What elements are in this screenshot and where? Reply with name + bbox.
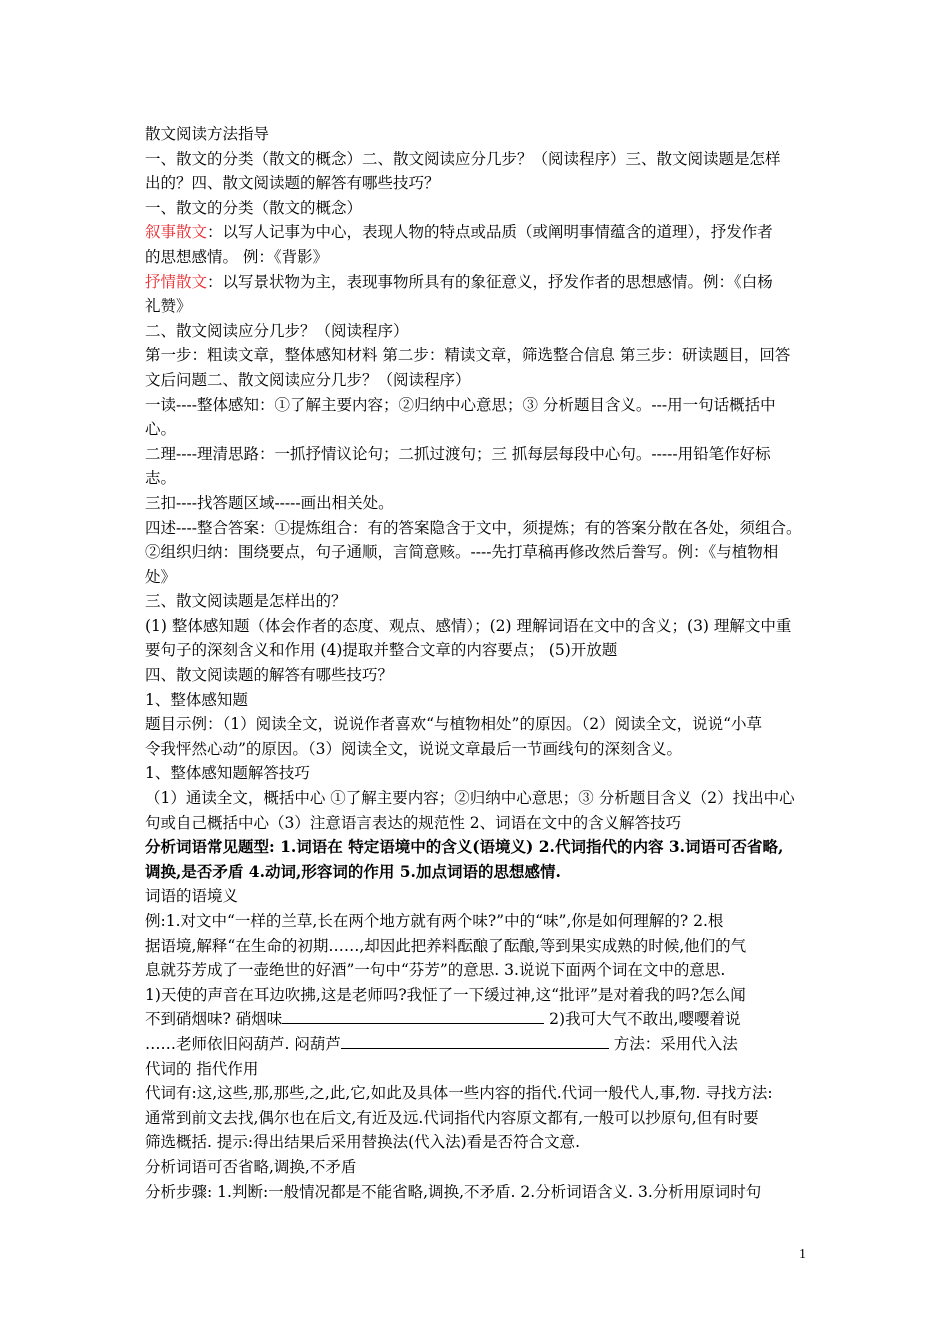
paragraph-line: 处》	[145, 567, 177, 586]
paragraph-line: 二理----理清思路：一抓抒情议论句；二抓过渡句；三 抓每层每段中心句。-----用铅笔作好标	[145, 444, 771, 463]
intro-line: 出的？四、散文阅读题的解答有哪些技巧？	[145, 174, 440, 193]
paragraph-line: 据语境,解释“在生命的初期……,却因此把养料酝酿了酝酿,等到果实成熟的时候,他们的气	[145, 936, 747, 955]
intro-line: 一、散文的分类（散文的概念）二、散文阅读应分几步？（阅读程序）三、散文阅读题是怎样	[145, 149, 781, 168]
subsection-heading: 1、整体感知题	[145, 690, 248, 709]
paragraph-line: 代词有:这,这些,那,那些,之,此,它,如此及具体一些内容的指代.代词一般代人,事,物. 寻找方法:	[145, 1084, 773, 1103]
subsection-heading: 代词的 指代作用	[145, 1059, 259, 1078]
paragraph-line: ②组织归纳：围绕要点，句子通顺，言简意赅。----先打草稿再修改然后誊写。例：《与植物相	[145, 543, 779, 562]
paragraph-line: 心。	[145, 420, 177, 439]
paragraph-line: 的思想感情。 例：《背影》	[145, 247, 329, 266]
paragraph-line: 一读----整体感知：①了解主要内容；②归纳中心意思；③ 分析题目含义。---用一句话概括中	[145, 395, 776, 414]
section-2-heading: 二、散文阅读应分几步？（阅读程序）	[145, 321, 409, 340]
narrative-prose-text: ：以写人记事为中心，表现人物的特点或品质（或阐明事情蕴含的道理），抒发作者	[207, 223, 773, 242]
fill-in-continuation: 2)我可大气不敢出,嘤嘤着说	[544, 1010, 741, 1029]
paragraph-line: (1) 整体感知题（体会作者的态度、观点、感情）；(2) 理解词语在文中的含义；(3) 理解文中重	[145, 616, 792, 635]
subsection-heading: 分析词语可否省略,调换,不矛盾	[145, 1157, 357, 1176]
paragraph-line: 三扣----找答题区域-----画出相关处。	[145, 493, 394, 512]
paragraph-line: 例:1.对文中“一样的兰草,长在两个地方就有两个味?”中的“味”,你是如何理解的? 2.根	[145, 912, 724, 930]
paragraph-line: 1)天使的声音在耳边吹拂,这是老师吗?我怔了一下缓过神,这“批评”是对着我的吗?怎么闻	[145, 985, 746, 1004]
paragraph-line: 题目示例：（1）阅读全文，说说作者喜欢“与植物相处”的原因。（2）阅读全文，说说“小草	[145, 715, 762, 734]
paragraph-line: 句或自己概括中心（3）注意语言表达的规范性 2、词语在文中的含义解答技巧	[145, 813, 682, 832]
document-title: 散文阅读方法指导	[145, 125, 270, 143]
answer-blank[interactable]	[282, 1007, 544, 1024]
answer-blank[interactable]	[341, 1032, 609, 1049]
paragraph-line: 息就芬芳成了一壶绝世的好酒”一句中“芬芳”的意思. 3.说说下面两个词在文中的意思.	[145, 961, 726, 980]
fill-in-line	[145, 1032, 810, 1057]
bold-summary-line: 调换,是否矛盾 4.动词,形容词的作用 5.加点词语的思想感情.	[145, 861, 561, 881]
subsection-heading: 词语的语境义	[145, 887, 239, 906]
lyric-prose-term: 抒情散文	[145, 272, 208, 291]
paragraph-line: 要句子的深刻含义和作用 (4)提取并整合文章的内容要点； (5)开放题	[145, 641, 618, 660]
paragraph-line: 令我怦然心动”的原因。（3）阅读全文，说说文章最后一节画线句的深刻含义。	[145, 739, 683, 758]
document-body	[145, 122, 810, 1204]
section-1-heading: 一、散文的分类（散文的概念）	[145, 198, 363, 217]
paragraph-line: 四述----整合答案：①提炼组合：有的答案隐含于文中，须提炼；有的答案分散在各处，须组合。	[145, 518, 802, 537]
fill-in-line	[145, 1007, 810, 1032]
fill-in-continuation: 方法：采用代入法	[608, 1034, 738, 1053]
paragraph-line: 礼赞》	[145, 297, 192, 316]
narrative-prose-term: 叙事散文	[145, 223, 208, 242]
section-3-heading: 三、散文阅读题是怎样出的？	[145, 592, 347, 611]
paragraph-line: 筛选概括. 提示:得出结果后采用替换法(代入法)看是否符合文意.	[145, 1133, 581, 1152]
fill-in-prompt: 不到硝烟味? 硝烟味	[145, 1010, 283, 1029]
lyric-prose-definition	[145, 270, 810, 295]
paragraph-line: （1）通读全文，概括中心 ①了解主要内容；②归纳中心意思；③ 分析题目含义（2）找出中心	[145, 789, 795, 808]
paragraph-line: 通常到前文去找,偶尔也在后文,有近及远.代词指代内容原文都有,一般可以抄原句,但有时要	[145, 1108, 759, 1127]
paragraph-line: 分析步骤: 1.判断:一般情况都是不能省略,调换,不矛盾. 2.分析词语含义. 3.分析用原词时句	[145, 1182, 762, 1201]
page-number: 1	[799, 1247, 806, 1262]
paragraph-line: 第一步：粗读文章，整体感知材料 第二步：精读文章，筛选整合信息 第三步：研读题目，回答	[145, 346, 791, 365]
subsection-heading: 1、整体感知题解答技巧	[145, 764, 310, 783]
bold-summary-line: 分析词语常见题型: 1.词语在 特定语境中的含义(语境义) 2.代词指代的内容 3.词语可否省略,	[145, 837, 784, 857]
narrative-prose-definition	[145, 220, 810, 245]
fill-in-prompt: ……老师依旧闷葫芦. 闷葫芦	[145, 1034, 341, 1053]
paragraph-line: 志。	[145, 469, 177, 488]
lyric-prose-text: ：以写景状物为主，表现事物所具有的象征意义，抒发作者的思想感情。例：《白杨	[207, 272, 773, 291]
paragraph-line: 文后问题二、散文阅读应分几步？（阅读程序）	[145, 370, 471, 389]
section-4-heading: 四、散文阅读题的解答有哪些技巧？	[145, 666, 394, 685]
